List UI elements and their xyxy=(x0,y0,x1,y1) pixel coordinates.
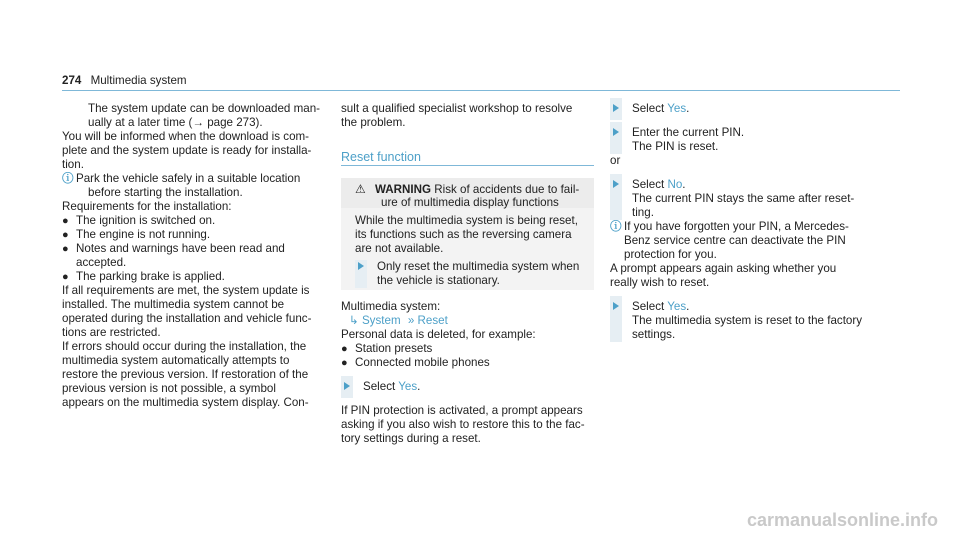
bullet-icon: ● xyxy=(62,271,69,283)
bullet-icon: ● xyxy=(341,343,348,355)
list-item: ● Connected mobile phones xyxy=(341,356,490,369)
column-2-lower xyxy=(341,300,594,446)
warning-step: Only reset the multimedia system when the vehicle is stationary. xyxy=(355,260,585,288)
warning-head-text: Risk of accidents due to fail- xyxy=(434,183,580,196)
text-line: Personal data is deleted, for example: xyxy=(341,328,536,341)
list-item: ● The parking brake is applied. xyxy=(62,270,225,283)
warning-head-text-2: ure of multimedia display functions xyxy=(381,196,559,209)
list-item: ● Station presets xyxy=(341,342,433,355)
bullet-icon: ● xyxy=(341,357,348,369)
section-title: Reset function xyxy=(341,150,421,164)
page-number: 274 xyxy=(62,74,82,87)
info-icon: ⓘ xyxy=(62,172,74,185)
info-icon: ⓘ xyxy=(610,220,622,233)
text-line: If errors should occur during the installation, the xyxy=(62,340,307,353)
text-line: installed. The multimedia system cannot be xyxy=(62,298,285,311)
text-line: asking if you also wish to restore this to the fac- xyxy=(341,418,585,431)
step-arrow-icon xyxy=(358,262,364,270)
text-line: ually at a later time (→ page 273). xyxy=(88,116,263,129)
header-rule xyxy=(62,90,900,91)
warning-title: WARNING xyxy=(375,183,432,196)
warning-box xyxy=(341,178,594,290)
step-select-yes: Select Yes. xyxy=(341,380,581,394)
list-item-cont: accepted. xyxy=(76,256,127,269)
step-arrow-icon xyxy=(613,180,619,188)
text-line: plete and the system update is ready for installa- xyxy=(62,144,312,157)
path-reset: Reset xyxy=(417,314,448,327)
text-line: tory settings during a reset. xyxy=(341,432,481,445)
text-line: The system update can be downloaded man- xyxy=(88,102,321,115)
text-line: before starting the installation. xyxy=(88,186,243,199)
watermark: carmanualsonline.info xyxy=(746,510,938,530)
text-line: If all requirements are met, the system update is xyxy=(62,284,310,297)
column-1 xyxy=(62,102,332,410)
text-line: appears on the multimedia system display. Con- xyxy=(62,396,309,409)
text-line: While the multimedia system is being reset, xyxy=(355,214,578,227)
text-line: tions are restricted. xyxy=(62,326,161,339)
step-select-no: Select No. The current PIN stays the same after reset- ting. xyxy=(610,178,890,220)
warning-triangle-icon: ⚠ xyxy=(355,182,366,196)
note: ⓘ If you have forgotten your PIN, a Mercedes- xyxy=(610,220,849,233)
or-text: or xyxy=(610,154,621,167)
step-arrow-icon xyxy=(344,382,350,390)
page-header xyxy=(62,74,187,88)
list-item: ● The engine is not running. xyxy=(62,228,211,241)
page-title: Multimedia system xyxy=(90,74,187,87)
requirements-label: Requirements for the installation: xyxy=(62,200,232,213)
text-line: its functions such as the reversing camera xyxy=(355,228,572,241)
text-line: If PIN protection is activated, a prompt appears xyxy=(341,404,583,417)
step-arrow-icon xyxy=(613,104,619,112)
step-arrow-icon xyxy=(613,128,619,136)
text-line: You will be informed when the download is com- xyxy=(62,130,310,143)
step-enter-pin: Enter the current PIN. The PIN is reset. xyxy=(610,126,890,154)
note: ⓘ Park the vehicle safely in a suitable location xyxy=(62,172,301,185)
text-line: protection for you. xyxy=(624,248,717,261)
list-item: ● Notes and warnings have been read and xyxy=(62,242,285,255)
text-line: Benz service centre can deactivate the PIN xyxy=(624,234,846,247)
text-line: sult a qualified specialist workshop to resolve xyxy=(341,102,573,115)
double-chevron-icon: » xyxy=(407,314,415,327)
path-system: System xyxy=(361,314,401,327)
step-arrow-icon xyxy=(613,302,619,310)
warning-header xyxy=(355,182,579,197)
bullet-icon: ● xyxy=(62,243,69,255)
return-arrow-icon: ↳ xyxy=(349,314,359,327)
text-line: A prompt appears again asking whether you xyxy=(610,262,837,275)
text-line: tion. xyxy=(62,158,84,171)
menu-path xyxy=(349,314,594,328)
text-line: Multimedia system: xyxy=(341,300,441,313)
text-line: previous version is not possible, a symbol xyxy=(62,382,276,395)
step-select-yes: Select Yes. xyxy=(610,102,890,116)
column-2 xyxy=(341,102,593,130)
text-line: are not available. xyxy=(355,242,444,255)
list-item: ● The ignition is switched on. xyxy=(62,214,216,227)
section-rule xyxy=(341,165,594,166)
step-final-yes: Select Yes. The multimedia system is reset to the factory settings. xyxy=(610,300,890,342)
text-line: the problem. xyxy=(341,116,406,129)
text-line: really wish to reset. xyxy=(610,276,710,289)
text-line: restore the previous version. If restoration of the xyxy=(62,368,309,381)
column-3 xyxy=(610,102,890,342)
text-line: multimedia system automatically attempts to xyxy=(62,354,290,367)
bullet-icon: ● xyxy=(62,229,69,241)
text-line: operated during the installation and vehicle func- xyxy=(62,312,312,325)
bullet-icon: ● xyxy=(62,215,69,227)
